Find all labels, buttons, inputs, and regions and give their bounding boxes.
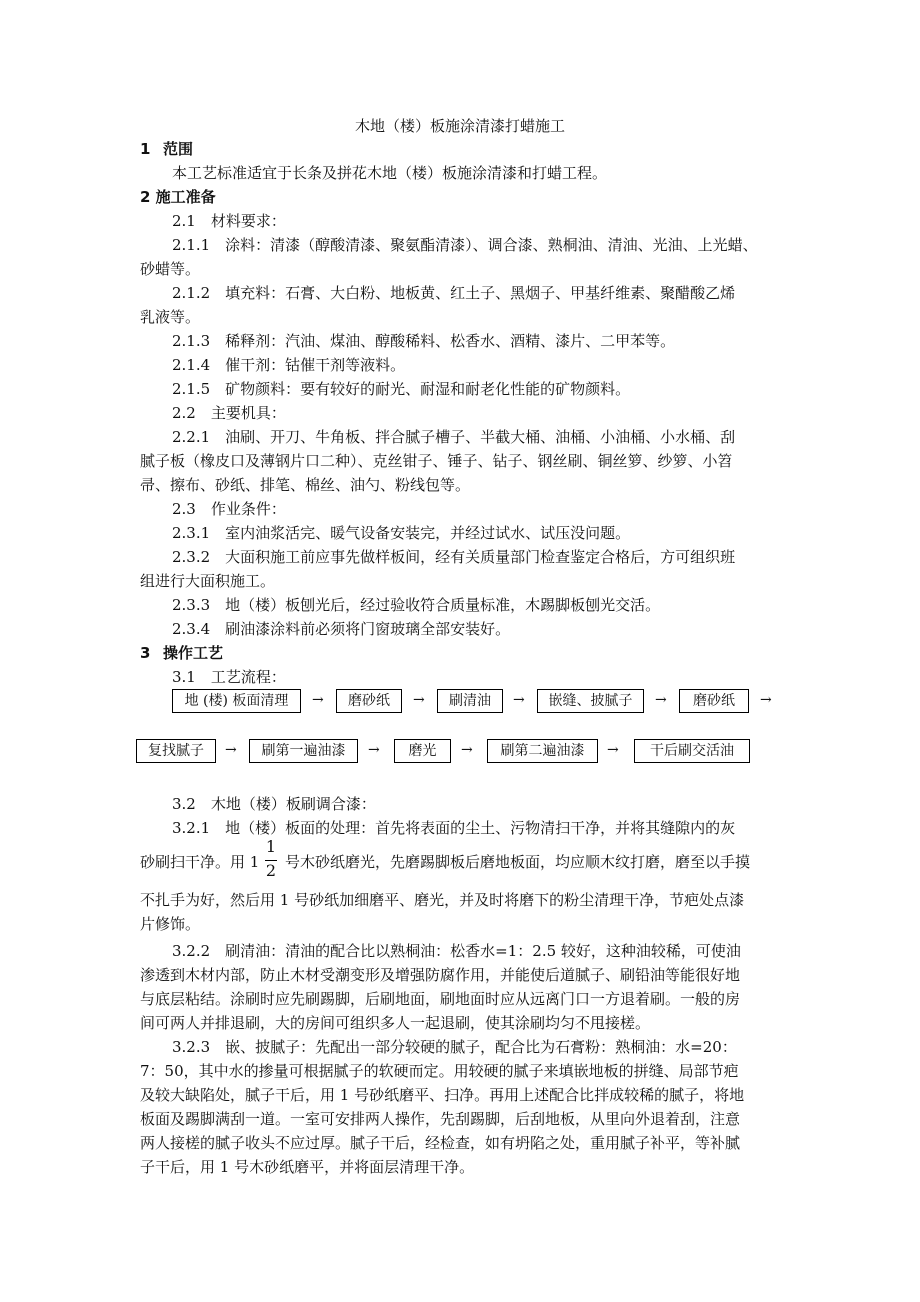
flow-arrow: → xyxy=(368,742,380,758)
para-2-2: 2.2 主要机具： xyxy=(172,404,286,422)
para-3-2-2-cont3: 间可两人并排退刷，大的房间可组织多人一起退刷，使其涂刷均匀不甩接槎。 xyxy=(140,1014,651,1032)
para-3-2-1-cont-post: 号木砂纸磨光，先磨踢脚板后磨地板面，均应顺木纹打磨，磨至以手摸 xyxy=(285,853,751,871)
para-3-2-3: 3.2.3 嵌、披腻子：先配出一部分较硬的腻子，配合比为石膏粉：熟桐油：水=20： xyxy=(172,1038,737,1056)
flow-arrow: → xyxy=(655,692,667,708)
para-2-1-4: 2.1.4 催干剂：钴催干剂等液料。 xyxy=(172,356,406,374)
flow-step-2: 磨砂纸 xyxy=(336,689,402,713)
para-3-2-3-cont1: 7：50，其中水的掺量可根据腻子的软硬而定。用较硬的腻子来填嵌地板的拼缝、局部节疤 xyxy=(140,1062,739,1080)
para-3-2-3-cont2: 及较大缺陷处，腻子干后，用 1 号砂纸磨平、扫净。再用上述配合比拌成较稀的腻子，将地 xyxy=(140,1086,745,1104)
flow-arrow: → xyxy=(513,692,525,708)
para-2-1-2-cont: 乳液等。 xyxy=(140,308,201,326)
para-2-1-2: 2.1.2 填充料：石膏、大白粉、地板黄、红土子、黑烟子、甲基纤维素、聚醋酸乙烯 xyxy=(172,284,736,302)
para-3-2-3-cont4: 两人接槎的腻子收头不应过厚。腻子干后，经检查，如有坍陷之处，重用腻子补平，等补腻 xyxy=(140,1134,741,1152)
flow-arrow: → xyxy=(607,742,619,758)
flow-arrow: → xyxy=(760,692,772,708)
para-3-2-1-cont3: 片修饰。 xyxy=(140,915,201,933)
flow-step-10: 干后刷交活油 xyxy=(634,739,750,763)
document-title: 木地（楼）板施涂清漆打蜡施工 xyxy=(354,117,565,135)
flow-arrow: → xyxy=(413,692,425,708)
para-3-2: 3.2 木地（楼）板刷调合漆： xyxy=(172,795,376,813)
section-2-heading: 2 施工准备 xyxy=(140,188,216,206)
para-2-3-4: 2.3.4 刷油漆涂料前必须将门窗玻璃全部安装好。 xyxy=(172,620,511,638)
para-2-1-1: 2.1.1 涂料：清漆（醇酸清漆、聚氨酯清漆）、调合漆、熟桐油、清油、光油、上光蜡、 xyxy=(172,236,758,254)
para-2-2-1-cont2: 帚、擦布、砂纸、排笔、棉丝、油勺、粉线包等。 xyxy=(140,476,471,494)
para-2-2-1-cont1: 腻子板（橡皮口及薄钢片口二种）、克丝钳子、锤子、钻子、钢丝刷、铜丝箩、纱箩、小笤 xyxy=(140,452,733,470)
flow-step-3: 刷清油 xyxy=(437,689,503,713)
section-3-heading: 操作工艺 xyxy=(163,644,224,662)
para-3-2-3-cont5: 子干后，用 1 号木砂纸磨平，并将面层清理干净。 xyxy=(140,1158,475,1176)
para-2-3: 2.3 作业条件： xyxy=(172,500,286,518)
para-3-2-2-cont2: 与底层粘结。涂刷时应先刷踢脚，后刷地面，刷地面时应从远离门口一方退着刷。一般的房 xyxy=(140,990,741,1008)
para-3-2-1: 3.2.1 地（楼）板面的处理：首先将表面的尘土、污物清扫干净，并将其缝隙内的灰 xyxy=(172,819,736,837)
para-2-1-3: 2.1.3 稀释剂：汽油、煤油、醇酸稀料、松香水、酒精、漆片、二甲苯等。 xyxy=(172,332,676,350)
section-3-number: 3 xyxy=(140,644,151,662)
fraction-numerator: 1 xyxy=(265,837,277,856)
para-3-2-1-cont2: 不扎手为好，然后用 1 号砂纸加细磨平、磨光，并及时将磨下的粉尘清理干净，节疤处点漆 xyxy=(140,891,745,909)
flow-step-1: 地 (楼) 板面清理 xyxy=(172,689,301,713)
para-2-2-1: 2.2.1 油刷、开刀、牛角板、拌合腻子槽子、半截大桶、油桶、小油桶、小水桶、刮 xyxy=(172,428,736,446)
para-2-3-2-cont: 组进行大面积施工。 xyxy=(140,572,276,590)
para-2-3-1: 2.3.1 室内油浆活完、暖气设备安装完，并经过试水、试压没问题。 xyxy=(172,524,631,542)
flow-step-7: 刷第一遍油漆 xyxy=(249,739,358,763)
para-2-1-5: 2.1.5 矿物颜料：要有较好的耐光、耐湿和耐老化性能的矿物颜料。 xyxy=(172,380,631,398)
flow-arrow: → xyxy=(461,742,473,758)
para-3-2-3-cont3: 板面及踢脚满刮一道。一室可安排两人操作，先刮踢脚，后刮地板，从里向外退着刮，注意 xyxy=(140,1110,741,1128)
para-2-3-2: 2.3.2 大面积施工前应事先做样板间，经有关质量部门检查鉴定合格后，方可组织班 xyxy=(172,548,736,566)
para-2-3-3: 2.3.3 地（楼）板刨光后，经过验收符合质量标准，木踢脚板刨光交活。 xyxy=(172,596,661,614)
flow-step-9: 刷第二遍油漆 xyxy=(487,739,598,763)
para-2-1-1-cont: 砂蜡等。 xyxy=(140,260,201,278)
section-1-text: 本工艺标准适宜于长条及拼花木地（楼）板施涂清漆和打蜡工程。 xyxy=(172,164,608,182)
flow-step-5: 磨砂纸 xyxy=(679,689,749,713)
section-1-number: 1 xyxy=(140,140,151,158)
para-3-2-1-cont-pre: 砂刷扫干净。用 1 xyxy=(140,853,260,871)
flow-arrow: → xyxy=(225,742,237,758)
para-3-1: 3.1 工艺流程： xyxy=(172,668,286,686)
flow-step-4: 嵌缝、披腻子 xyxy=(537,689,644,713)
section-1-heading: 范围 xyxy=(163,140,194,158)
para-3-2-2: 3.2.2 刷清油：清油的配合比以熟桐油：松香水=1：2.5 较好，这种油较稀，可使油 xyxy=(172,942,741,960)
para-3-2-2-cont1: 渗透到木材内部，防止木材受潮变形及增强防腐作用，并能使后道腻子、刷铅油等能很好地 xyxy=(140,966,741,984)
para-2-1: 2.1 材料要求： xyxy=(172,212,286,230)
flow-step-8: 磨光 xyxy=(394,739,451,763)
flow-step-6: 复找腻子 xyxy=(136,739,216,763)
flow-arrow: → xyxy=(312,692,324,708)
fraction-denominator: 2 xyxy=(265,861,277,880)
